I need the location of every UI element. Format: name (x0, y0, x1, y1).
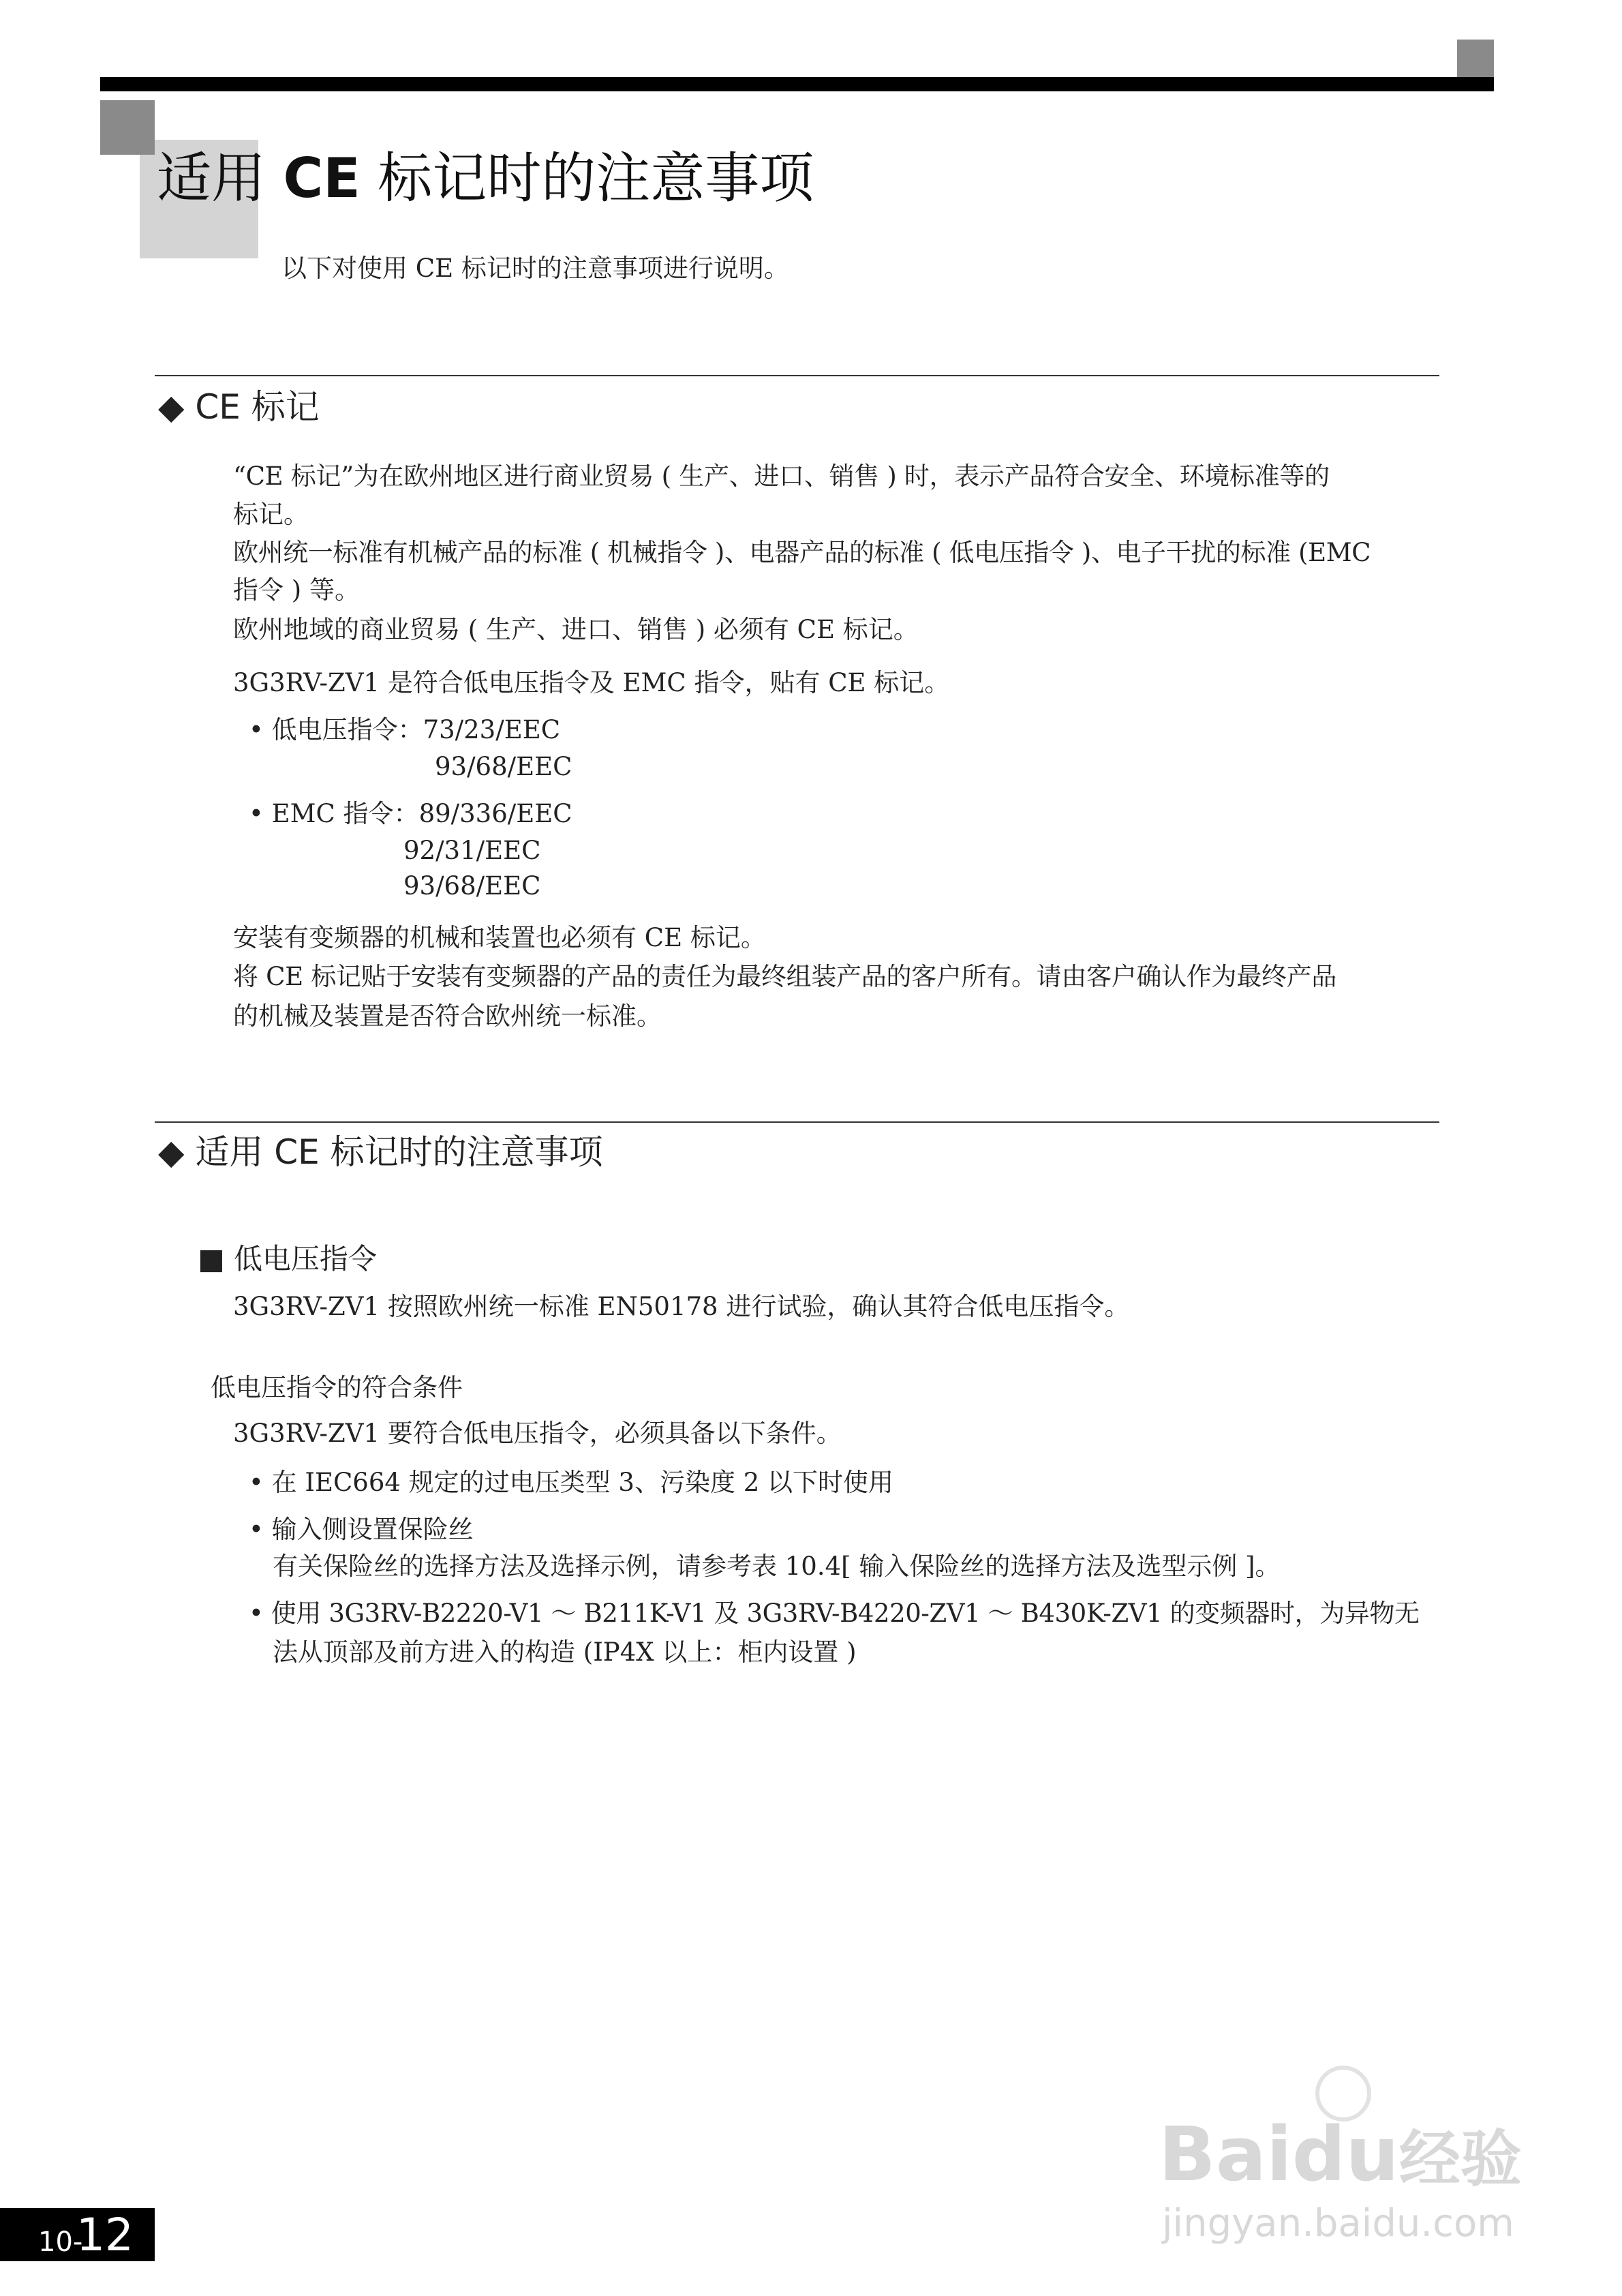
paragraph-line: 安装有变频器的机械和装置也必须有 CE 标记。 (233, 923, 766, 952)
bullet-text: 输入侧设置保险丝 (271, 1515, 474, 1544)
section-heading-ce-mark (158, 385, 320, 429)
bullet-dot: • (249, 1468, 272, 1497)
bullet-label: 低电压指令： (271, 715, 423, 744)
bullet-text: 使用 3G3RV-B2220-V1 ～ B211K-V1 及 3G3RV-B4220-ZV1 ～ B430K-ZV1 的变频器时，为异物无 (271, 1599, 1420, 1628)
page-title (157, 145, 814, 213)
section-divider (155, 1121, 1439, 1123)
watermark-url: jingyan.baidu.com (1162, 2201, 1514, 2246)
directive-code: 89/336/EEC (418, 799, 572, 828)
title-text-bold: CE (283, 147, 361, 210)
page-number-box (0, 2208, 155, 2261)
intro-text: 以下对使用 CE 标记时的注意事项进行说明。 (281, 254, 789, 283)
header-rule (100, 77, 1494, 91)
section-divider (155, 375, 1439, 376)
bullet-emc (249, 795, 572, 833)
condition-bullet (249, 1511, 474, 1549)
page-chapter: 10- (38, 2226, 83, 2258)
watermark-brand: Baidu (1159, 2111, 1399, 2198)
paragraph-line: 3G3RV-ZV1 按照欧州统一标准 EN50178 进行试验，确认其符合低电压指令。 (233, 1292, 1130, 1321)
bullet-continuation: 有关保险丝的选择方法及选择示例，请参考表 10.4[ 输入保险丝的选择方法及选型示例 ]。 (273, 1552, 1281, 1581)
title-dark-square (100, 100, 155, 155)
baidu-watermark (1159, 2066, 1540, 2256)
watermark-product: 经验 (1398, 2124, 1522, 2195)
bullet-dot: • (249, 1515, 272, 1544)
header-corner-square (1457, 40, 1494, 77)
subheading-low-voltage (198, 1242, 377, 1276)
bullet-dot: • (249, 1599, 271, 1628)
section-heading-precautions (158, 1130, 603, 1174)
conditions-heading: 低电压指令的符合条件 (211, 1373, 463, 1402)
condition-bullet (249, 1464, 893, 1502)
watermark-logo (1159, 2113, 1522, 2201)
bullet-dot: • (249, 715, 272, 744)
paragraph-line: 欧州地域的商业贸易 ( 生产、进口、销售 ) 必须有 CE 标记。 (233, 615, 919, 644)
paragraph-line: 3G3RV-ZV1 是符合低电压指令及 EMC 指令，贴有 CE 标记。 (233, 668, 950, 697)
directive-code: 93/68/EEC (435, 752, 572, 781)
bullet-low-voltage (249, 711, 560, 749)
page-number: 12 (76, 2209, 134, 2261)
title-text-post: 标记时的注意事项 (360, 147, 814, 210)
bullet-label: EMC 指令： (271, 799, 419, 828)
condition-bullet (249, 1595, 1420, 1633)
paragraph-line: 标记。 (233, 500, 309, 529)
bullet-dot: • (249, 799, 272, 828)
title-text-pre: 适用 (157, 147, 284, 210)
bullet-continuation: 法从顶部及前方进入的构造 (IP4X 以上：柜内设置 ) (273, 1637, 857, 1667)
paragraph-line: 指令 ) 等。 (233, 575, 360, 605)
bullet-text: 在 IEC664 规定的过电压类型 3、污染度 2 以下时使用 (271, 1468, 894, 1497)
paragraph-line: “CE 标记”为在欧州地区进行商业贸易 ( 生产、进口、销售 ) 时，表示产品符合安全、环境标准等的 (233, 462, 1330, 491)
paragraph-line: 的机械及装置是否符合欧州统一标准。 (233, 1001, 662, 1031)
paragraph-line: 欧州统一标准有机械产品的标准 ( 机械指令 )、电器产品的标准 ( 低电压指令 )、电子干扰的标准 (EMC (233, 538, 1371, 567)
directive-code: 73/23/EEC (423, 715, 561, 744)
directive-code: 92/31/EEC (403, 836, 541, 865)
diamond-icon: ◆ (158, 387, 185, 427)
diamond-icon: ◆ (158, 1132, 185, 1172)
subheading-text: 低电压指令 (234, 1242, 378, 1275)
square-icon: ■ (198, 1242, 225, 1275)
directive-code: 93/68/EEC (403, 871, 541, 901)
section-heading-text: CE 标记 (195, 387, 320, 427)
section-heading-text: 适用 CE 标记时的注意事项 (195, 1132, 603, 1172)
paragraph-line: 将 CE 标记贴于安装有变频器的产品的责任为最终组装产品的客户所有。请由客户确认作为最终产品 (233, 962, 1337, 991)
paragraph-line: 3G3RV-ZV1 要符合低电压指令，必须具备以下条件。 (233, 1419, 842, 1448)
